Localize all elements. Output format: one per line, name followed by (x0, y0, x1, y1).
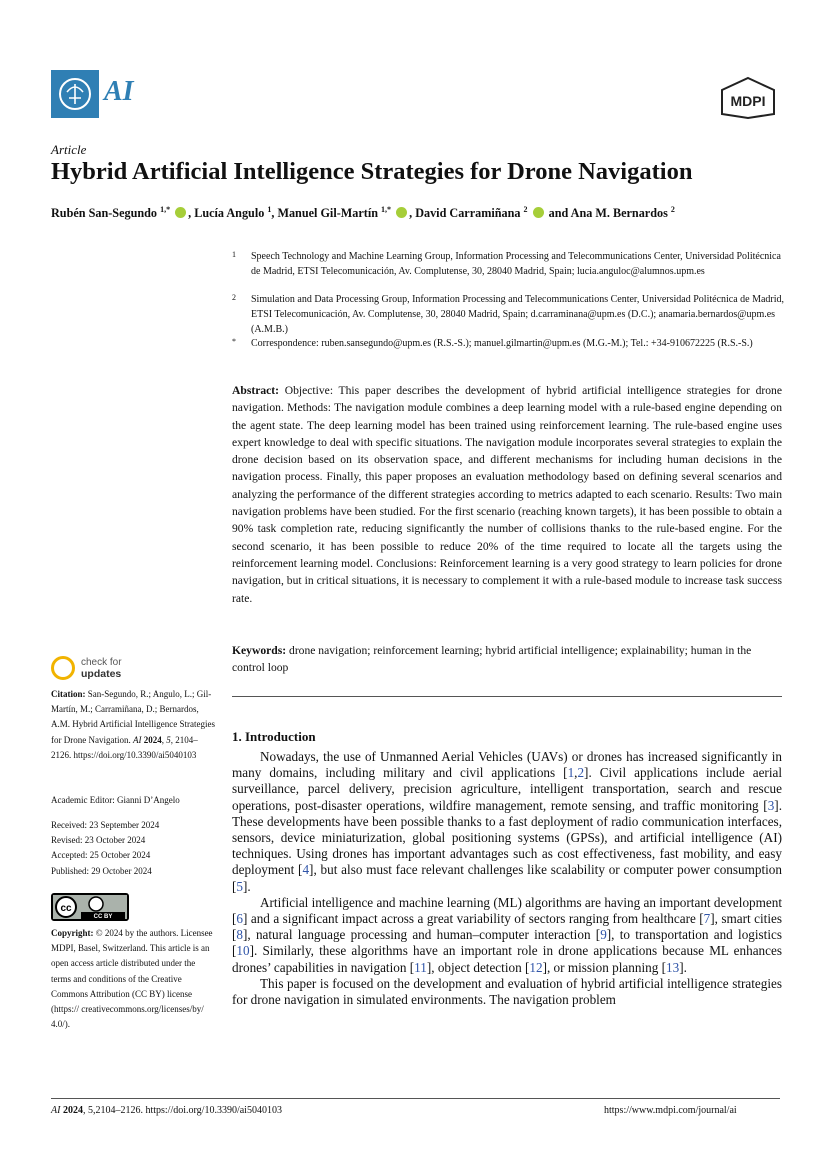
footer-year: 2024 (62, 1105, 83, 1116)
affiliation-number: 1 (232, 250, 236, 259)
reference-link[interactable]: 9 (600, 927, 607, 943)
orcid-icon[interactable] (533, 207, 544, 218)
author-sup: 2 (670, 205, 675, 214)
keywords-label: Keywords: (232, 644, 287, 657)
paragraph: This paper is focused on the development and evaluation of hybrid artificial intelligence strategies for drone navigation in simulated environments. The navigation problem (232, 975, 782, 1008)
correspondence-text: Correspondence: ruben.sansegundo@upm.es (R.S.-S.); manuel.gilmartin@upm.es (M.G.-M.); Tel.: +34-910672225 (R.S.-S.) (251, 338, 753, 349)
author-sup: 1 (267, 205, 272, 214)
paragraph: Artificial intelligence and machine learning (ML) algorithms are having an important development [6] and a significant impact across a great variability of sectors ranging from healthcare [7], smart cities [8], natural language processing and human–computer interaction [9], to transportation and logistics [10]. Similarly, these algorithms have an important role in drone applications because ML enhances drones’ capabilities in navigation [11], object detection [12], or mission planning [13]. (232, 894, 782, 975)
citation-label: Citation: (51, 689, 86, 699)
reference-link[interactable]: 4 (302, 862, 310, 878)
abstract (232, 382, 782, 607)
paper-title: Hybrid Artificial Intelligence Strategies for Drone Navigation (51, 158, 693, 185)
check-updates-icon (51, 656, 75, 680)
dates (51, 818, 216, 879)
copyright-text: © 2024 by the authors. Licensee MDPI, Basel, Switzerland. This article is an open access article distributed under the terms and conditions of the Creative Commons Attribution (CC BY) license (https:// creativecommons.org/licenses/by/ 4.0/). (51, 928, 213, 1030)
keywords-text: drone navigation; reinforcement learning; hybrid artificial intelligence; explainability; human in the control loop (232, 644, 752, 675)
received-date: Received: 23 September 2024 (51, 820, 160, 830)
cc-label: CC BY (93, 914, 113, 920)
affiliation-text: Simulation and Data Processing Group, Information Processing and Telecommunications Center, Universidad Politécnica de Madrid, ETSI Telecomunicación, Av. Complutense, 30, 28040 Madrid, Spain; d.carraminana@upm.es (D.C.); anamaria.bernardos@upm.es (A.M.B.) (251, 294, 785, 335)
citation-doi-link[interactable]: https://doi.org/10.3390/ai5040103 (73, 749, 197, 760)
section-heading: 1. Introduction (232, 729, 316, 744)
copyright-label: Copyright: (51, 928, 94, 938)
author-name: and Ana M. Bernardos (548, 206, 668, 221)
copyright (51, 926, 216, 1032)
affiliation-1 (232, 249, 787, 279)
mdpi-text: MDPI (730, 93, 766, 109)
footer-divider (51, 1098, 780, 1099)
abstract-text: Objective: This paper describes the development of hybrid artificial intelligence strategies for drone navigation. Methods: The navigation module combines a deep learning model with a rule-based engine depending on the agent state. The deep learning model has been trained using reinforcement learning. The rule-based engine uses expert knowledge to deal with specific situations. The navigation module incorporates several strategies to explain the drone decision based on its observation space, and different mechanisms for including human decisions in the navigation process. Finally, this paper proposes an evaluation methodology based on defining several scenarios and analyzing the performance of the different strategies according to metrics adapted to each scenario. Results: Two main navigation problems have been studied. For the first scenario (reaching known targets), it has been possible to obtain a 90% task completion rate, reducing significantly the number of collisions thanks to the rule-based engine. For the second scenario, it has been possible to reduce 20% of the time required to locate all the targets using the reinforcement learning model. Conclusions: Reinforcement learning is a very good strategy to learn policies for drone navigation, but in critical situations, it is necessary to complement it with a rule-based module to increase task success rate. (232, 384, 783, 605)
revised-date: Revised: 23 October 2024 (51, 835, 146, 846)
author-sup: 2 (523, 205, 528, 214)
orcid-icon[interactable] (175, 207, 186, 218)
reference-link[interactable]: 11 (414, 959, 427, 975)
divider (232, 696, 782, 697)
reference-link[interactable]: 2 (577, 765, 585, 781)
author-name: Rubén San-Segundo (51, 206, 158, 221)
accepted-date: Accepted: 25 October 2024 (51, 850, 151, 861)
author-name: Lucía Angulo (194, 206, 265, 221)
author-name: David Carramiñana (415, 206, 521, 221)
footer-citation (51, 1105, 282, 1116)
affiliation-2 (232, 292, 787, 337)
reference-link[interactable]: 7 (703, 911, 711, 927)
cc-by-license-icon[interactable] (51, 893, 129, 921)
author-sup: 1,* (160, 205, 171, 214)
citation-pages: , 2104–2126. (51, 734, 198, 760)
academic-editor: Academic Editor: Gianni D’Angelo (51, 795, 180, 805)
body-text (232, 749, 782, 1008)
correspondence (232, 336, 787, 351)
reference-link[interactable]: 6 (236, 911, 243, 927)
footer-journal-url[interactable]: https://www.mdpi.com/journal/ai (604, 1105, 737, 1116)
svg-text:cc: cc (60, 903, 72, 914)
reference-link[interactable]: 8 (236, 927, 243, 943)
affiliation-number: * (232, 337, 236, 346)
orcid-icon[interactable] (396, 207, 407, 218)
check-updates-line2: updates (81, 668, 122, 680)
published-date: Published: 29 October 2024 (51, 865, 152, 876)
mdpi-logo (716, 76, 780, 120)
footer-journal: AI (51, 1105, 61, 1116)
affiliation-number: 2 (232, 293, 236, 302)
author-name: Manuel Gil-Martín (277, 206, 378, 221)
author-list: Rubén San-Segundo $^{1,*}$ , Lucía Angulo $^1$, Manuel Gil-Martín $^{1,*}$ , David Carramiñana $^2$ and Ana M. Bernardos $^2$ (51, 205, 675, 221)
reference-link[interactable]: 1 (567, 765, 575, 781)
affiliation-text: Speech Technology and Machine Learning Group, Information Processing and Telecommunications Center, Universidad Politécnica de Madrid, ETSI Telecomunicación, Av. Complutense, 30, 28040 Madrid, Spain; lucia.anguloc@alumnos.upm.es (251, 251, 781, 277)
citation-year: 2024 (143, 734, 162, 745)
reference-link[interactable]: 13 (666, 959, 680, 975)
check-updates-line1: check for (81, 657, 122, 668)
paragraph: Nowadays, the use of Unmanned Aerial Vehicles (UAVs) or drones has increased significantly in many domains, including military and civil applications [1,2]. Civil applications include aerial surveillance, parcel delivery, precision agriculture, intelligent transportation, search and rescue operations, post-disaster operations, wildfire management, remote sensing, and traffic monitoring [3]. These developments have been possible thanks to a fast deployment of radio communication interfaces, sensors, device miniaturization, global positioning systems (GPSs), and artificial intelligence (AI) techniques. Using drones has important advantages such as cost effectiveness, fast mobility, and easy deployment [4], but also must face relevant challenges like scalability or computer power consumption [5]. (232, 749, 782, 894)
reference-link[interactable]: 10 (236, 943, 250, 959)
citation-text: San-Segundo, R.; Angulo, L.; Gil-Martín, M.; Carramiñana, D.; Bernardos, A.M. Hybrid Artificial Intelligence Strategies for Drone Navigation. (51, 689, 215, 745)
citation-volume: 5 (166, 734, 171, 745)
reference-link[interactable]: 3 (767, 797, 775, 813)
article-type: Article (51, 142, 87, 157)
journal-name: AI (104, 76, 134, 107)
reference-link[interactable]: 5 (236, 878, 243, 894)
journal-logo-icon (51, 70, 99, 118)
author-sup: 1,* (381, 205, 392, 214)
abstract-label: Abstract: (232, 384, 280, 397)
citation: Citation: San-Segundo, R.; Angulo, L.; Gil-Martín, M.; Carramiñana, D.; Bernardos, A.M. Hybrid Artificial Intelligence Strategies for Drone Navigation. AI 2024, 5, 2104–2126. https://doi.org/10.3390/ai5040103 (51, 689, 215, 760)
reference-link[interactable]: 12 (529, 959, 543, 975)
keywords (232, 642, 782, 677)
footer-details[interactable]: , 5,2104–2126. https://doi.org/10.3390/ai5040103 (82, 1105, 282, 1116)
citation-journal: AI (132, 734, 142, 745)
